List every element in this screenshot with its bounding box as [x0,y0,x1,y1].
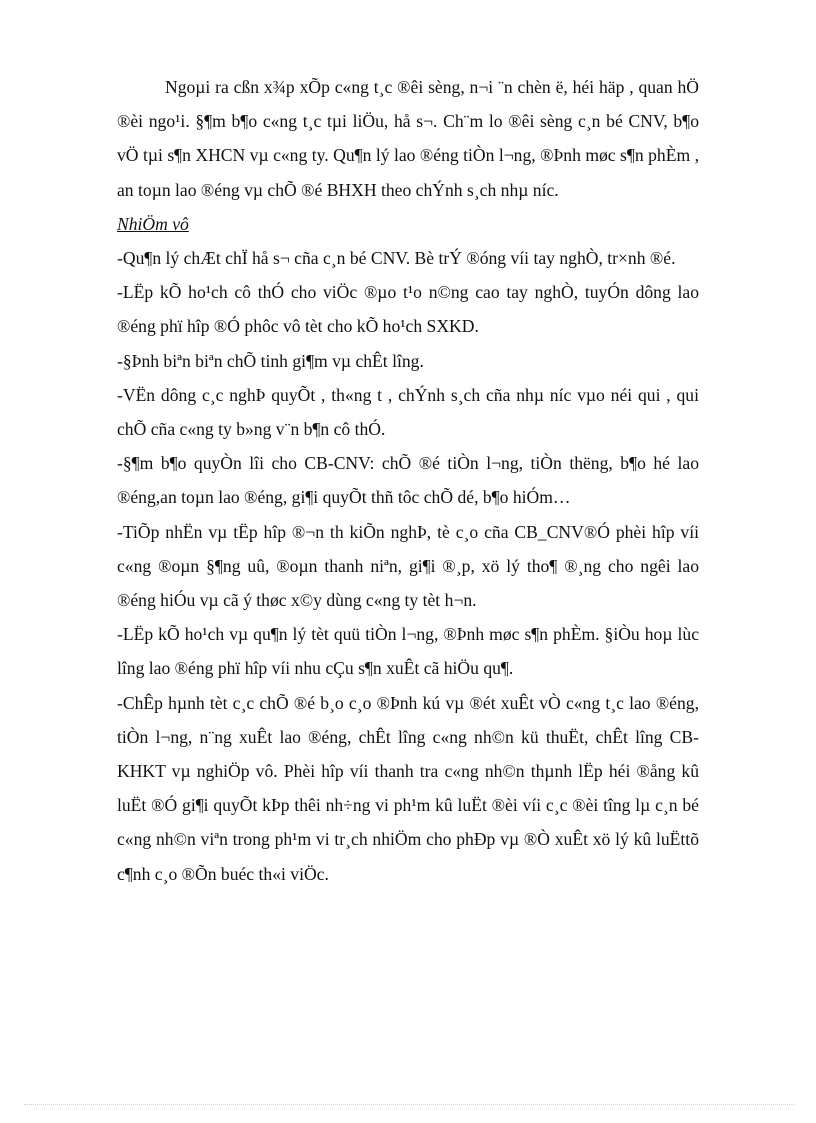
section-heading: NhiÖm vô [117,213,189,234]
duty-item: -Qu¶n lý chÆt chÏ hå s¬ cña c¸n bé CNV. Bè trÝ ®óng víi tay nghÒ, tr×nh ®é. [117,248,676,269]
page-bottom-divider [24,1104,794,1105]
duty-item: -§Þnh biªn biªn chÕ tinh gi¶m vµ chÊt lîng. [117,350,424,371]
intro-paragraph: Ngoµi ra cßn x¾p xÕp c«ng t¸c ®êi sèng, n¬i ¨n chèn ë, héi häp , quan hÖ ®èi ngo¹i. §¶m b¶o c«ng t¸c tµi liÖu, hå s¬. Ch¨m lo ®êi sèng c¸n bé CNV, b¶o vÖ tµi s¶n XHCN vµ c«ng ty. Qu¶n lý lao ®éng tiÒn l¬ng, ®Þnh møc s¶n phÈm , an toµn lao ®éng vµ chÕ ®é BHXH theo chÝnh s¸ch nhµ níc. [117,77,699,200]
duty-item: -LËp kÕ ho¹ch vµ qu¶n lý tèt quü tiÒn l¬ng, ®Þnh møc s¶n phÈm. §iÒu hoµ lùc lîng lao ®éng phï hîp víi nhu cÇu s¶n xuÊt cã hiÖu qu¶. [117,624,699,679]
duty-item: -TiÕp nhËn vµ tËp hîp ®¬n th kiÕn nghÞ, tè c¸o cña CB_CNV®Ó phèi hîp víi c«ng ®oµn §¶ng uû, ®oµn thanh niªn, gi¶i ®¸p, xö lý tho¶ ®¸ng cho ngêi lao ®éng hiÓu vµ cã ý thøc x©y dùng c«ng ty tèt h¬n. [117,521,699,611]
duty-item: -LËp kÕ ho¹ch cô thÓ cho viÖc ®µo t¹o n©ng cao tay nghÒ, tuyÓn dông lao ®éng phï hîp ®Ó phôc vô tèt cho kÕ ho¹ch SXKD. [117,282,699,337]
duty-item: -ChÊp hµnh tèt c¸c chÕ ®é b¸o c¸o ®Þnh kú vµ ®ét xuÊt vÒ c«ng t¸c lao ®éng, tiÒn l¬ng, n¨ng xuÊt lao ®éng, chÊt lîng c«ng nh©n kü thuËt, chÊt lîng CB-KHKT vµ nghiÖp vô. Phèi hîp víi thanh tra c«ng nh©n thµnh lËp héi ®ång kû luËt ®Ó gi¶i quyÕt kÞp thêi nh÷ng vi ph¹m kû luËt ®èi víi c¸c ®èi tîng lµ c¸n bé c«ng nh©n viªn trong ph¹m vi tr¸ch nhiÖm cho phÐp vµ ®Ò xuÊt xö lý kû luËttõ c¶nh c¸o ®Õn buéc th«i viÖc. [117,692,699,884]
duty-item: -VËn dông c¸c nghÞ quyÕt , th«ng t , chÝnh s¸ch cña nhµ níc vµo néi qui , qui chÕ cña c«ng ty b»ng v¨n b¶n cô thÓ. [117,384,699,440]
document-body [117,70,699,891]
duty-item: -§¶m b¶o quyÒn lîi cho CB-CNV: chÕ ®é tiÒn l¬ng, tiÒn thëng, b¶o hé lao ®éng,an toµn lao ®éng, gi¶i quyÕt thñ tôc chÕ dé, b¶o hiÓm… [117,453,699,508]
